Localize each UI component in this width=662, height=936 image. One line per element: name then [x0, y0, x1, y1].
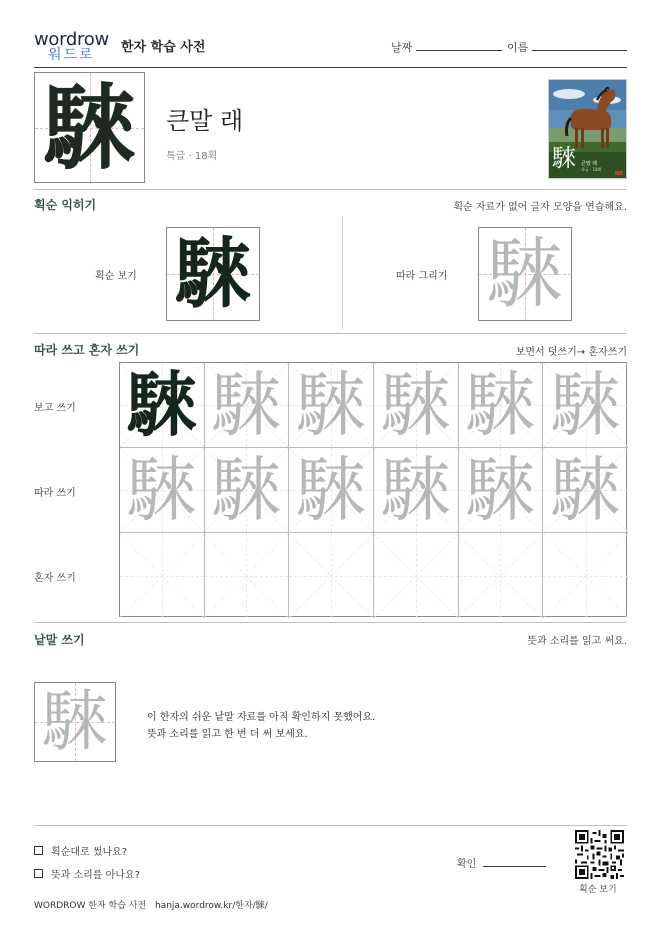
header-divider	[34, 67, 627, 68]
trace-character: 騋	[487, 229, 563, 318]
section-divider	[34, 189, 627, 190]
checklist-item-meaning[interactable]	[34, 866, 140, 881]
checklist-label: 획순대로 썼나요?	[51, 847, 128, 858]
ghost-character: 騋	[380, 449, 451, 531]
practice-cell[interactable]	[374, 533, 459, 618]
section-divider	[34, 333, 627, 334]
practice-cell[interactable]	[205, 533, 290, 618]
practice-cell[interactable]	[120, 448, 205, 533]
date-label: 날짜	[391, 41, 413, 54]
ghost-character: 騋	[380, 364, 451, 446]
ghost-character: 騋	[211, 364, 282, 446]
checklist-label: 뜻과 소리를 아나요?	[51, 870, 140, 881]
stroke-section-title: 획순 익히기	[34, 198, 97, 212]
confirm-signature-line[interactable]	[483, 866, 546, 867]
word-section-note: 뜻과 소리를 읽고 써요.	[527, 636, 627, 647]
ghost-character: 騋	[296, 364, 367, 446]
stroke-view-box[interactable]	[166, 227, 260, 321]
word-character-box[interactable]	[34, 682, 116, 762]
practice-cell[interactable]	[289, 363, 374, 448]
practice-cell[interactable]	[374, 448, 459, 533]
logo-korean-wordmark: 워드로	[48, 47, 95, 63]
ghost-character: 騋	[550, 449, 621, 531]
thumbnail-subcaption: 특급 · 18획	[581, 167, 602, 172]
hero-character: 騋	[43, 73, 136, 182]
row-label-solo-write: 혼자 쓰기	[34, 573, 76, 584]
practice-section-note: 보면서 덧쓰기→ 혼자쓰기	[515, 347, 627, 358]
practice-cell[interactable]	[543, 533, 628, 618]
practice-grid	[119, 362, 627, 617]
confirm-label: 확인	[457, 859, 477, 870]
hero-character-box	[34, 72, 145, 183]
practice-cell[interactable]	[289, 448, 374, 533]
word-message-line2: 뜻과 소리를 읽고 한 번 더 써 보세요.	[147, 729, 308, 740]
checkbox[interactable]	[34, 869, 43, 878]
practice-cell[interactable]	[289, 533, 374, 618]
practice-section-title: 따라 쓰고 혼자 쓰기	[34, 343, 140, 357]
ghost-character: 騋	[211, 449, 282, 531]
name-label: 이름	[507, 41, 529, 54]
row-label-see-write: 보고 쓰기	[34, 403, 76, 414]
row-label-trace-write: 따라 쓰기	[34, 488, 76, 499]
logo-wordmark: wordrow	[34, 29, 109, 50]
wordrow-logo[interactable]	[34, 30, 114, 64]
trace-label: 따라 그리기	[396, 271, 448, 282]
qr-code[interactable]	[575, 830, 624, 879]
name-field-line[interactable]	[532, 50, 627, 51]
practice-cell[interactable]	[120, 363, 205, 448]
stroke-section-note: 획순 자료가 없어 글자 모양을 연습해요.	[453, 202, 627, 213]
footer-brand: WORDROW 한자 학습 사전	[34, 901, 147, 911]
ghost-character: 騋	[126, 449, 197, 531]
ghost-character: 騋	[465, 449, 536, 531]
practice-cell[interactable]	[205, 448, 290, 533]
practice-cell[interactable]	[459, 363, 544, 448]
word-section-title: 낱말 쓰기	[34, 633, 85, 647]
horse-thumbnail	[548, 79, 627, 179]
thumbnail-character: 騋	[552, 144, 576, 172]
stroke-view-character: 騋	[175, 229, 251, 318]
ghost-character: 騋	[465, 364, 536, 446]
model-character: 騋	[126, 363, 197, 446]
practice-cell[interactable]	[543, 448, 628, 533]
checklist-item-stroke-order[interactable]	[34, 843, 127, 858]
practice-cell[interactable]	[374, 363, 459, 448]
practice-cell[interactable]	[205, 363, 290, 448]
word-character: 騋	[42, 683, 108, 760]
thumbnail-caption: 큰말 래	[581, 161, 598, 167]
practice-cell[interactable]	[459, 448, 544, 533]
stroke-divider	[342, 216, 343, 329]
practice-cell[interactable]	[543, 363, 628, 448]
word-message-line1: 이 한자의 쉬운 낱말 자료를 아직 확인하지 못했어요.	[147, 712, 376, 723]
qr-label: 획순 보기	[579, 885, 617, 895]
practice-cell[interactable]	[459, 533, 544, 618]
practice-cell[interactable]	[120, 533, 205, 618]
thumbnail-badge	[615, 171, 623, 175]
trace-box[interactable]	[478, 227, 572, 321]
section-divider	[34, 622, 627, 623]
grade-info: 특급 · 18획	[166, 151, 218, 162]
meaning-sound: 큰말 래	[166, 107, 244, 135]
date-field-line[interactable]	[416, 50, 502, 51]
ghost-character: 騋	[550, 364, 621, 446]
checkbox[interactable]	[34, 846, 43, 855]
stroke-view-label: 획순 보기	[95, 271, 137, 282]
footer-url[interactable]: hanja.wordrow.kr/한자/騋/	[155, 901, 268, 911]
ghost-character: 騋	[296, 449, 367, 531]
footer-divider	[34, 825, 627, 826]
app-name: 한자 학습 사전	[121, 40, 206, 55]
